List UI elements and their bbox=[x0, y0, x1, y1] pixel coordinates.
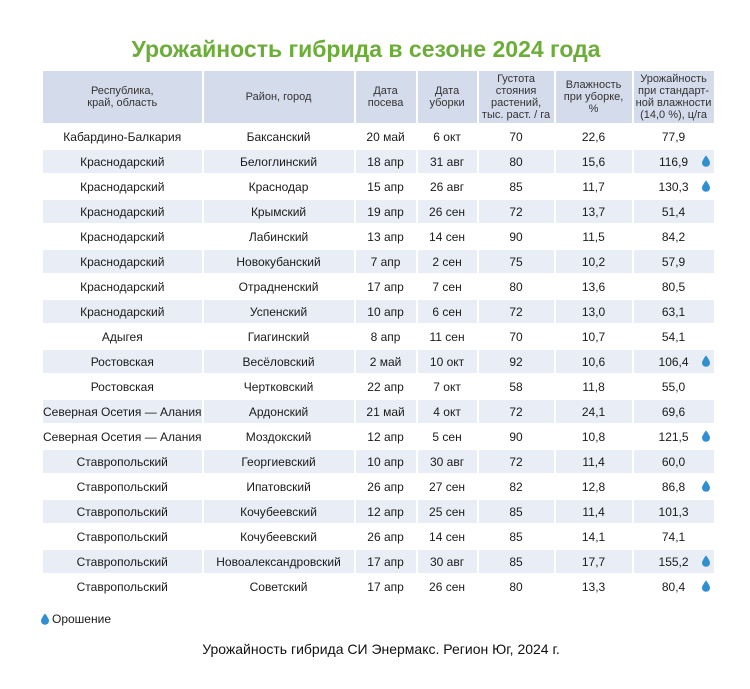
cell-harvest-date: 7 окт bbox=[418, 375, 477, 398]
cell-density: 90 bbox=[479, 425, 554, 448]
cell-region: Кабардино-Балкария bbox=[43, 125, 202, 148]
table-row bbox=[43, 550, 714, 573]
cell-yield: 63,1 bbox=[634, 300, 714, 323]
cell-region: Краснодарский bbox=[43, 225, 202, 248]
cell-moisture: 15,6 bbox=[556, 150, 632, 173]
cell-district: Белоглинский bbox=[204, 150, 354, 173]
cell-harvest-date: 14 сен bbox=[418, 525, 477, 548]
cell-density: 72 bbox=[479, 300, 554, 323]
table-row bbox=[43, 250, 714, 273]
cell-sow-date: 2 май bbox=[356, 350, 416, 373]
cell-yield: 80,4 bbox=[634, 575, 714, 598]
cell-moisture: 11,7 bbox=[556, 175, 632, 198]
cell-region: Ставропольский bbox=[43, 550, 202, 573]
yield-table bbox=[41, 69, 716, 600]
cell-sow-date: 17 апр bbox=[356, 275, 416, 298]
cell-moisture: 10,8 bbox=[556, 425, 632, 448]
cell-harvest-date: 5 сен bbox=[418, 425, 477, 448]
cell-harvest-date: 30 авг bbox=[418, 550, 477, 573]
cell-harvest-date: 26 авг bbox=[418, 175, 477, 198]
cell-yield: 101,3 bbox=[634, 500, 714, 523]
cell-harvest-date: 27 сен bbox=[418, 475, 477, 498]
cell-harvest-date: 26 сен bbox=[418, 200, 477, 223]
cell-yield: 60,0 bbox=[634, 450, 714, 473]
cell-sow-date: 8 апр bbox=[356, 325, 416, 348]
cell-yield: 106,4 bbox=[634, 350, 714, 373]
water-drop-icon bbox=[702, 480, 710, 492]
cell-yield: 86,8 bbox=[634, 475, 714, 498]
cell-density: 85 bbox=[479, 175, 554, 198]
column-header-sow-date: Дата посева bbox=[356, 71, 416, 123]
cell-sow-date: 18 апр bbox=[356, 150, 416, 173]
cell-density: 85 bbox=[479, 525, 554, 548]
cell-yield: 51,4 bbox=[634, 200, 714, 223]
water-drop-icon bbox=[702, 355, 710, 367]
cell-sow-date: 12 апр bbox=[356, 500, 416, 523]
table-row bbox=[43, 275, 714, 298]
cell-yield: 77,9 bbox=[634, 125, 714, 148]
cell-density: 70 bbox=[479, 325, 554, 348]
cell-harvest-date: 2 сен bbox=[418, 250, 477, 273]
cell-district: Весёловский bbox=[204, 350, 354, 373]
cell-moisture: 13,7 bbox=[556, 200, 632, 223]
cell-sow-date: 21 май bbox=[356, 400, 416, 423]
column-header-yield: Урожайность при стандарт- ной влажности (14,0 %), ц/га bbox=[634, 71, 714, 123]
cell-region: Краснодарский bbox=[43, 150, 202, 173]
cell-sow-date: 26 апр bbox=[356, 525, 416, 548]
cell-harvest-date: 7 сен bbox=[418, 275, 477, 298]
cell-density: 80 bbox=[479, 575, 554, 598]
cell-district: Георгиевский bbox=[204, 450, 354, 473]
cell-district: Успенский bbox=[204, 300, 354, 323]
cell-moisture: 10,6 bbox=[556, 350, 632, 373]
table-row bbox=[43, 325, 714, 348]
cell-moisture: 10,7 bbox=[556, 325, 632, 348]
cell-yield: 121,5 bbox=[634, 425, 714, 448]
cell-district: Новоалександровский bbox=[204, 550, 354, 573]
cell-region: Ростовская bbox=[43, 375, 202, 398]
column-header-harvest-date: Дата уборки bbox=[418, 71, 477, 123]
column-header-district: Район, город bbox=[204, 71, 354, 123]
cell-harvest-date: 14 сен bbox=[418, 225, 477, 248]
cell-harvest-date: 25 сен bbox=[418, 500, 477, 523]
cell-region: Краснодарский bbox=[43, 250, 202, 273]
cell-yield: 74,1 bbox=[634, 525, 714, 548]
cell-density: 82 bbox=[479, 475, 554, 498]
cell-sow-date: 10 апр bbox=[356, 300, 416, 323]
cell-sow-date: 15 апр bbox=[356, 175, 416, 198]
page-title: Урожайность гибрида в сезоне 2024 года bbox=[131, 36, 601, 62]
table-row bbox=[43, 400, 714, 423]
table-row bbox=[43, 375, 714, 398]
cell-moisture: 11,4 bbox=[556, 500, 632, 523]
cell-moisture: 12,8 bbox=[556, 475, 632, 498]
cell-harvest-date: 6 окт bbox=[418, 125, 477, 148]
water-drop-icon bbox=[702, 580, 710, 592]
table-row bbox=[43, 500, 714, 523]
table-row bbox=[43, 425, 714, 448]
cell-district: Отрадненский bbox=[204, 275, 354, 298]
column-header-density: Густота стояния растений, тыс. раст. / га bbox=[479, 71, 554, 123]
cell-moisture: 14,1 bbox=[556, 525, 632, 548]
water-drop-icon bbox=[702, 155, 710, 167]
legend bbox=[41, 612, 111, 626]
table-row bbox=[43, 575, 714, 598]
cell-moisture: 13,6 bbox=[556, 275, 632, 298]
table-row bbox=[43, 300, 714, 323]
water-drop-icon bbox=[702, 555, 710, 567]
table-row bbox=[43, 475, 714, 498]
cell-sow-date: 7 апр bbox=[356, 250, 416, 273]
cell-density: 75 bbox=[479, 250, 554, 273]
cell-density: 92 bbox=[479, 350, 554, 373]
cell-region: Ставропольский bbox=[43, 500, 202, 523]
cell-harvest-date: 26 сен bbox=[418, 575, 477, 598]
cell-region: Краснодарский bbox=[43, 175, 202, 198]
cell-region: Северная Осетия — Алания bbox=[43, 425, 202, 448]
cell-harvest-date: 11 сен bbox=[418, 325, 477, 348]
cell-district: Советский bbox=[204, 575, 354, 598]
cell-density: 90 bbox=[479, 225, 554, 248]
cell-region: Краснодарский bbox=[43, 300, 202, 323]
cell-district: Ипатовский bbox=[204, 475, 354, 498]
table-row bbox=[43, 150, 714, 173]
cell-yield: 84,2 bbox=[634, 225, 714, 248]
cell-district: Крымский bbox=[204, 200, 354, 223]
water-drop-icon bbox=[702, 430, 710, 442]
cell-district: Моздокский bbox=[204, 425, 354, 448]
table-row bbox=[43, 200, 714, 223]
cell-region: Ростовская bbox=[43, 350, 202, 373]
cell-density: 80 bbox=[479, 275, 554, 298]
table-row bbox=[43, 125, 714, 148]
cell-moisture: 24,1 bbox=[556, 400, 632, 423]
cell-sow-date: 13 апр bbox=[356, 225, 416, 248]
cell-region: Ставропольский bbox=[43, 450, 202, 473]
cell-region: Краснодарский bbox=[43, 275, 202, 298]
water-drop-icon bbox=[702, 180, 710, 192]
cell-harvest-date: 10 окт bbox=[418, 350, 477, 373]
column-header-moisture: Влажность при уборке, % bbox=[556, 71, 632, 123]
cell-yield: 54,1 bbox=[634, 325, 714, 348]
cell-region: Адыгея bbox=[43, 325, 202, 348]
figure-caption: Урожайность гибрида СИ Энермакс. Регион Юг, 2024 г. bbox=[202, 641, 560, 657]
cell-harvest-date: 4 окт bbox=[418, 400, 477, 423]
table-row bbox=[43, 225, 714, 248]
cell-yield: 155,2 bbox=[634, 550, 714, 573]
cell-district: Баксанский bbox=[204, 125, 354, 148]
water-drop-icon bbox=[41, 613, 49, 625]
cell-moisture: 17,7 bbox=[556, 550, 632, 573]
cell-density: 85 bbox=[479, 500, 554, 523]
cell-region: Северная Осетия — Алания bbox=[43, 400, 202, 423]
cell-density: 85 bbox=[479, 550, 554, 573]
cell-density: 72 bbox=[479, 400, 554, 423]
cell-sow-date: 10 апр bbox=[356, 450, 416, 473]
cell-district: Гиагинский bbox=[204, 325, 354, 348]
cell-harvest-date: 31 авг bbox=[418, 150, 477, 173]
cell-harvest-date: 30 авг bbox=[418, 450, 477, 473]
cell-region: Ставропольский bbox=[43, 575, 202, 598]
cell-district: Ардонский bbox=[204, 400, 354, 423]
cell-sow-date: 12 апр bbox=[356, 425, 416, 448]
cell-yield: 69,6 bbox=[634, 400, 714, 423]
table-row bbox=[43, 525, 714, 548]
cell-sow-date: 22 апр bbox=[356, 375, 416, 398]
table-row bbox=[43, 450, 714, 473]
legend-label: Орошение bbox=[52, 612, 111, 626]
table-header-row bbox=[43, 71, 714, 123]
cell-district: Краснодар bbox=[204, 175, 354, 198]
cell-harvest-date: 6 сен bbox=[418, 300, 477, 323]
cell-district: Чертковский bbox=[204, 375, 354, 398]
cell-density: 58 bbox=[479, 375, 554, 398]
cell-yield: 130,3 bbox=[634, 175, 714, 198]
table-row bbox=[43, 350, 714, 373]
cell-density: 80 bbox=[479, 150, 554, 173]
cell-region: Ставропольский bbox=[43, 475, 202, 498]
cell-moisture: 11,5 bbox=[556, 225, 632, 248]
cell-moisture: 11,8 bbox=[556, 375, 632, 398]
cell-density: 72 bbox=[479, 200, 554, 223]
cell-density: 72 bbox=[479, 450, 554, 473]
cell-sow-date: 20 май bbox=[356, 125, 416, 148]
cell-sow-date: 17 апр bbox=[356, 550, 416, 573]
table-row bbox=[43, 175, 714, 198]
cell-district: Новокубанский bbox=[204, 250, 354, 273]
cell-moisture: 13,0 bbox=[556, 300, 632, 323]
cell-region: Краснодарский bbox=[43, 200, 202, 223]
cell-region: Ставропольский bbox=[43, 525, 202, 548]
cell-sow-date: 26 апр bbox=[356, 475, 416, 498]
cell-sow-date: 19 апр bbox=[356, 200, 416, 223]
cell-district: Кочубеевский bbox=[204, 500, 354, 523]
cell-moisture: 10,2 bbox=[556, 250, 632, 273]
cell-sow-date: 17 апр bbox=[356, 575, 416, 598]
cell-moisture: 22,6 bbox=[556, 125, 632, 148]
cell-yield: 57,9 bbox=[634, 250, 714, 273]
cell-moisture: 11,4 bbox=[556, 450, 632, 473]
cell-moisture: 13,3 bbox=[556, 575, 632, 598]
column-header-region: Республика, край, область bbox=[43, 71, 202, 123]
cell-yield: 55,0 bbox=[634, 375, 714, 398]
cell-density: 70 bbox=[479, 125, 554, 148]
cell-district: Кочубеевский bbox=[204, 525, 354, 548]
cell-yield: 80,5 bbox=[634, 275, 714, 298]
cell-district: Лабинский bbox=[204, 225, 354, 248]
cell-yield: 116,9 bbox=[634, 150, 714, 173]
